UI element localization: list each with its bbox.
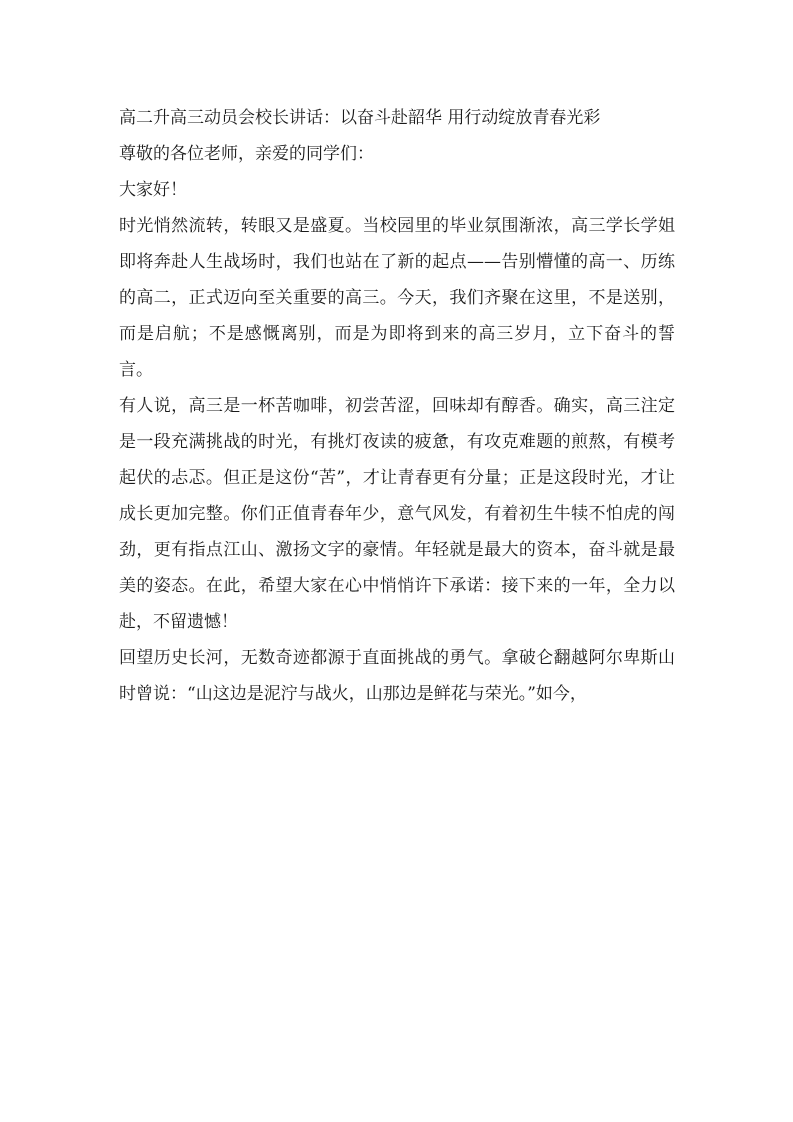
greeting: 大家好！ <box>119 180 187 200</box>
document-title: 高二升高三动员会校长讲话：以奋斗赴韶华 用行动绽放青春光彩 <box>119 108 601 128</box>
salutation: 尊敬的各位老师，亲爱的同学们： <box>119 144 374 164</box>
paragraph-2: 有人说，高三是一杯苦咖啡，初尝苦涩，回味却有醇香。确实，高三注定是一段充满挑战的时光，有挑灯夜读的疲惫，有攻克难题的煎熬，有模考起伏的忐忑。但正是这份“苦”，才让青春更有分量；正是这段时光，才让成长更加完整。你们正值青春年少，意气风发，有着初生牛犊不怕虎的闯劲，更有指点江山、激扬文字的豪情。年轻就是最大的资本，奋斗就是最美的姿态。在此，希望大家在心中悄悄许下承诺：接下来的一年，全力以赴，不留遗憾！ <box>119 396 675 632</box>
document-body <box>119 100 675 712</box>
paragraph-1: 时光悄然流转，转眼又是盛夏。当校园里的毕业氛围渐浓，高三学长学姐即将奔赴人生战场时，我们也站在了新的起点——告别懵懂的高一、历练的高二，正式迈向至关重要的高三。今天，我们齐聚在这里，不是送别，而是启航；不是感慨离别，而是为即将到来的高三岁月，立下奋斗的誓言。 <box>119 216 675 380</box>
paragraph-3: 回望历史长河，无数奇迹都源于直面挑战的勇气。拿破仑翻越阿尔卑斯山时曾说：“山这边是泥泞与战火，山那边是鲜花与荣光。”如今， <box>119 648 675 704</box>
